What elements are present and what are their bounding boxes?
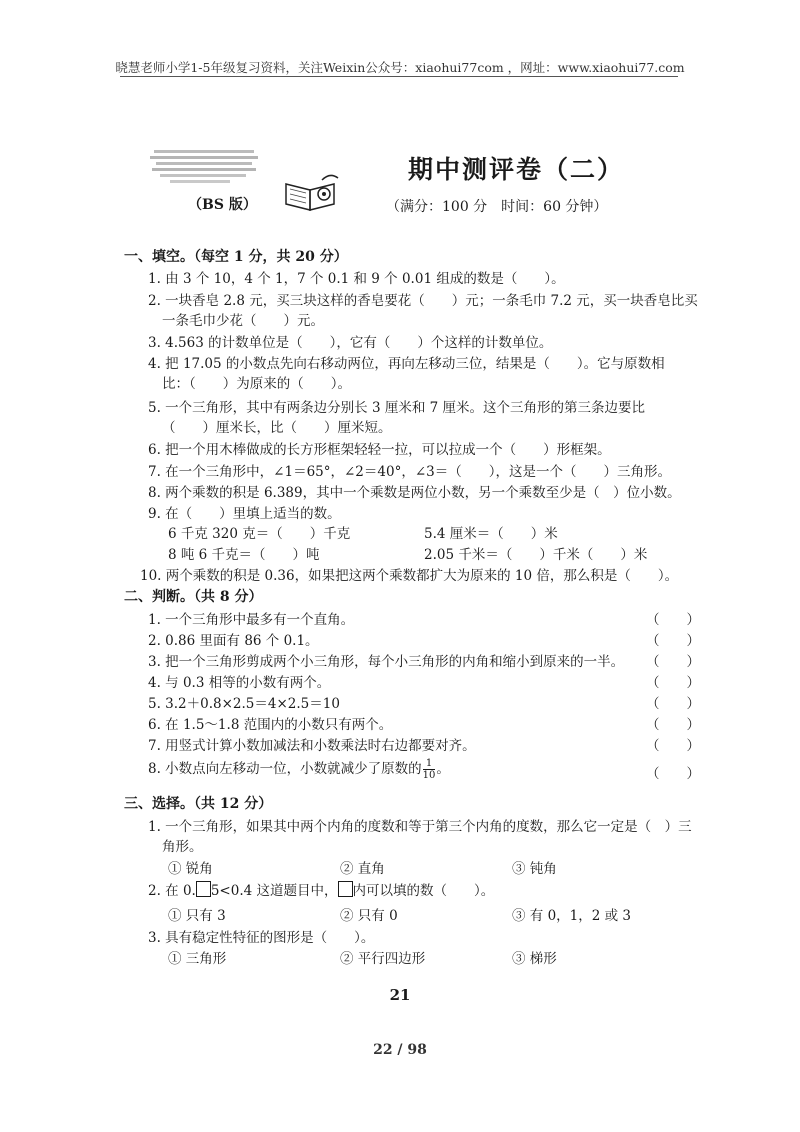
choice-q1-line1: 1. 一个三角形，如果其中两个内角的度数和等于第三个内角的度数，那么它一定是（ ）三 [148, 819, 692, 835]
choice-q1-option-c: ③ 钝角 [512, 861, 557, 877]
fill-q9-item-d: 2.05 千米＝（ ）千米（ ）米 [424, 547, 648, 563]
judge-answer-1: （ ） [646, 612, 700, 628]
choice-q2-option-b: ② 只有 0 [340, 908, 398, 924]
fill-q9-item-b: 5.4 厘米＝（ ）米 [424, 526, 558, 542]
source-header: 晓慧老师小学1-5年级复习资料，关注Weixin公众号：xiaohui77com ，网址：www.xiaohui77.com [115, 60, 685, 75]
fill-q9: 9. 在（ ）里填上适当的数。 [148, 506, 341, 522]
edition-label: （BS 版） [188, 197, 257, 213]
judge-answer-4: （ ） [646, 675, 700, 691]
decorative-scribble-icon [150, 148, 260, 186]
judge-item-6: 6. 在 1.5～1.8 范围内的小数只有两个。 [148, 717, 393, 733]
fill-q2-line2: 一条毛巾少花（ ）元。 [162, 313, 324, 329]
blank-box [338, 881, 353, 897]
score-time-info: （满分：100 分 时间：60 分钟） [386, 199, 608, 215]
judge-answer-5: （ ） [646, 696, 700, 712]
fill-q9-item-c: 8 吨 6 千克＝（ ）吨 [168, 547, 320, 563]
fill-q10: 10. 两个乘数的积是 0.36，如果把这两个乘数都扩大为原来的 10 倍，那么积是（ ）。 [140, 568, 679, 584]
fill-q5-line1: 5. 一个三角形，其中有两条边分别长 3 厘米和 7 厘米。这个三角形的第三条边要比 [148, 400, 646, 416]
choice-q2-option-a: ① 只有 3 [168, 908, 226, 924]
judge-item-8-text: 8. 小数点向左移动一位，小数就减少了原数的 [148, 761, 422, 777]
judge-answer-8: （ ） [646, 766, 700, 782]
header-divider [120, 76, 678, 77]
judge-item-1: 1. 一个三角形中最多有一个直角。 [148, 612, 355, 628]
fill-q9-item-a: 6 千克 320 克＝（ ）千克 [168, 526, 351, 542]
choice-q2-option-c: ③ 有 0，1，2 或 3 [512, 908, 632, 924]
fill-q4-line1: 4. 把 17.05 的小数点先向右移动两位，再向左移动三位，结果是（ ）。它与原数相 [148, 356, 665, 372]
fill-q2-line1: 2. 一块香皂 2.8 元，买三块这样的香皂要花（ ）元；一条毛巾 7.2 元，买一块香皂比买 [148, 293, 698, 309]
page-counter: 22 / 98 [373, 1042, 427, 1058]
section-1-heading: 一、填空。（每空 1 分，共 20 分） [124, 249, 348, 265]
blank-box [196, 881, 211, 897]
judge-item-2: 2. 0.86 里面有 86 个 0.1。 [148, 633, 319, 649]
choice-q2-part-c: 内可以填的数（ ）。 [352, 883, 495, 899]
exam-title: 期中测评卷（二） [408, 155, 625, 184]
fill-q6: 6. 把一个用木棒做成的长方形框架轻轻一拉，可以拉成一个（ ）形框架。 [148, 442, 611, 458]
judge-item-8-end: 。 [436, 761, 450, 777]
choice-q2 [148, 879, 494, 899]
section-2-heading: 二、判断。（共 8 分） [124, 589, 263, 605]
choice-q3-option-a: ① 三角形 [168, 951, 227, 967]
choice-q1-option-a: ① 锐角 [168, 861, 213, 877]
judge-item-4: 4. 与 0.3 相等的小数有两个。 [148, 675, 331, 691]
judge-answer-7: （ ） [646, 738, 700, 754]
fraction-denominator: 10 [422, 770, 436, 781]
choice-q3-option-c: ③ 梯形 [512, 951, 557, 967]
choice-q3-option-b: ② 平行四边形 [340, 951, 426, 967]
fill-q4-line2: 比：（ ）为原来的（ ）。 [162, 376, 351, 392]
choice-q1-line2: 角形。 [162, 839, 203, 855]
choice-q2-part-a: 2. 在 0. [148, 883, 196, 899]
choice-q3: 3. 具有稳定性特征的图形是（ ）。 [148, 930, 375, 946]
book-page-number: 21 [389, 986, 411, 1004]
judge-item-8 [148, 757, 450, 781]
judge-answer-3: （ ） [646, 654, 700, 670]
fill-q3: 3. 4.563 的计数单位是（ ），它有（ ）个这样的计数单位。 [148, 335, 553, 351]
judge-answer-2: （ ） [646, 633, 700, 649]
fill-q1: 1. 由 3 个 10，4 个 1，7 个 0.1 和 9 个 0.01 组成的数是（ ）。 [148, 271, 565, 287]
fraction-one-tenth [423, 758, 436, 781]
section-3-heading: 三、选择。（共 12 分） [124, 796, 273, 812]
judge-item-5: 5. 3.2＋0.8×2.5＝4×2.5＝10 [148, 696, 340, 712]
choice-q2-part-b: 5<0.4 这道题目中， [210, 883, 338, 899]
judge-item-3: 3. 把一个三角形剪成两个小三角形，每个小三角形的内角和缩小到原来的一半。 [148, 654, 625, 670]
book-mascot-icon [282, 170, 342, 212]
choice-q1-option-b: ② 直角 [340, 861, 385, 877]
fill-q8: 8. 两个乘数的积是 6.389，其中一个乘数是两位小数，另一个乘数至少是（ ）位小数。 [148, 485, 681, 501]
fill-q7: 7. 在一个三角形中，∠1＝65°，∠2＝40°，∠3＝（ ），这是一个（ ）三角形。 [148, 464, 671, 480]
fraction-numerator: 1 [423, 758, 436, 770]
judge-answer-6: （ ） [646, 717, 700, 733]
judge-item-7: 7. 用竖式计算小数加减法和小数乘法时右边都要对齐。 [148, 738, 476, 754]
fill-q5-line2: （ ）厘米长，比（ ）厘米短。 [162, 420, 392, 436]
